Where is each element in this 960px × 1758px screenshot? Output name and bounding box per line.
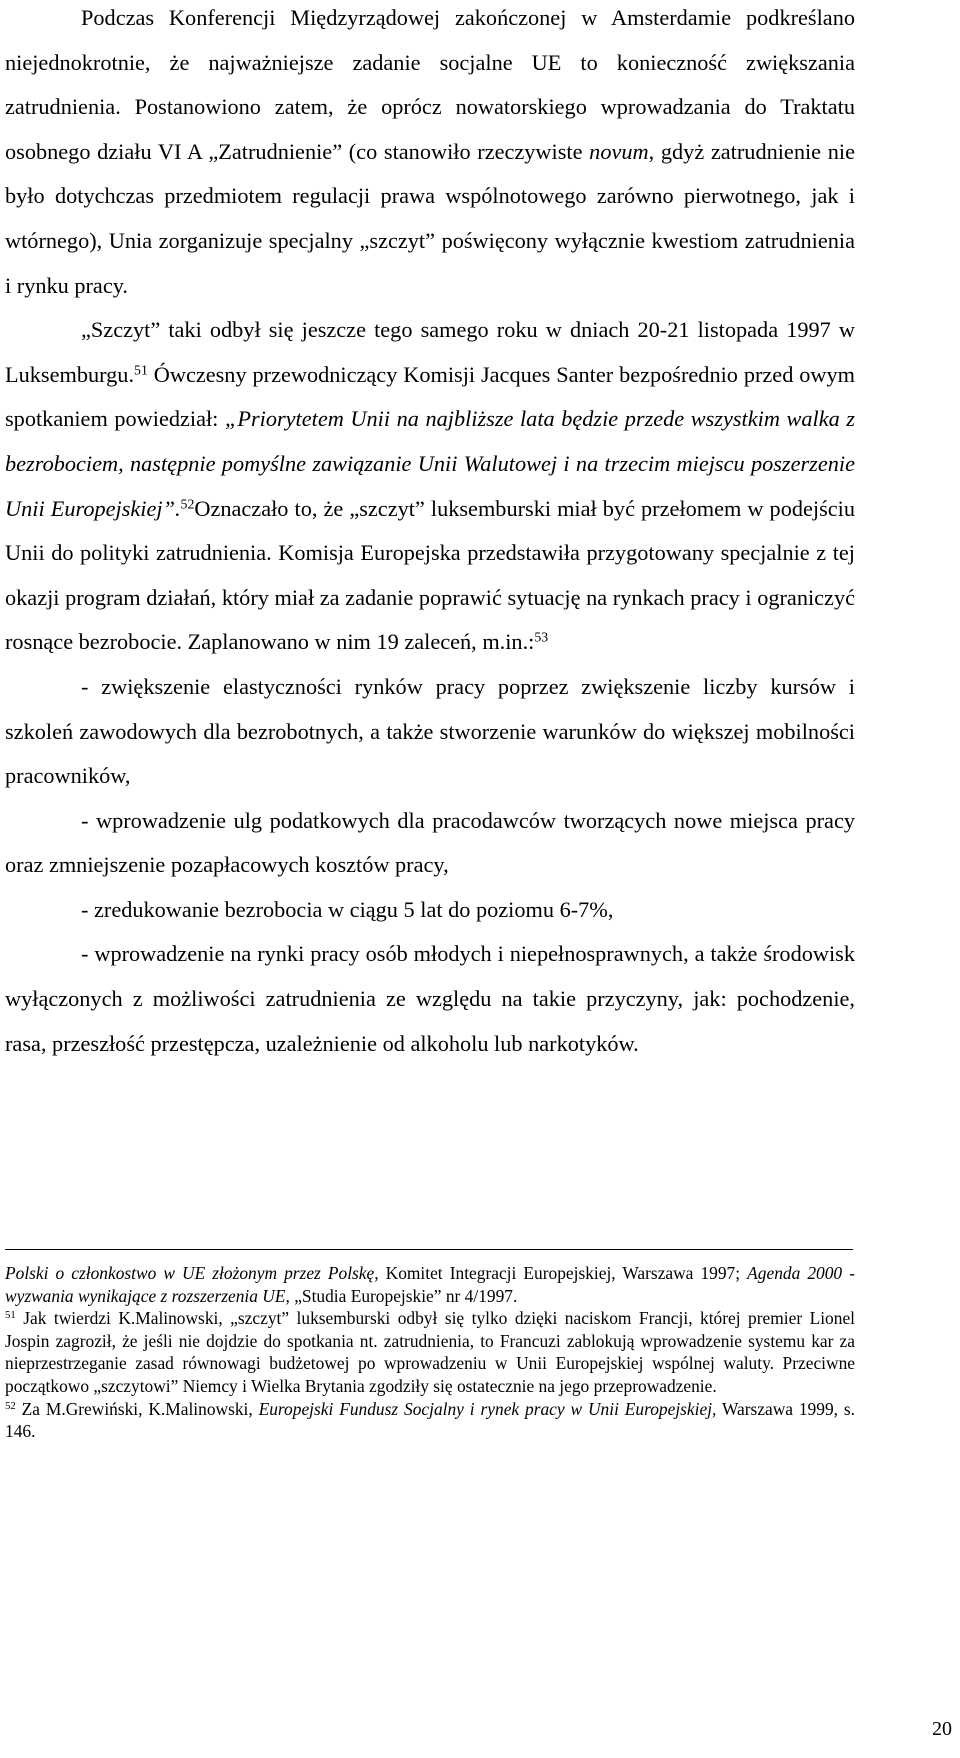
- footnote-ref-53[interactable]: 53: [534, 629, 549, 645]
- quote-italic: „Priorytetem Unii na najbliższe lata będzie przede wszystkim walka z bezrobociem, następnie pomyślne zawiązanie Unii Walutowej i na trzecim miejscu poszerzenie Unii Europejskiej”.: [5, 406, 855, 521]
- main-text: [5, 0, 855, 1066]
- italic-term: novum: [589, 138, 649, 164]
- footnote-51: $^{51}$ Jak twierdzi K.Malinowski, „szczyt” luksemburski odbył się tylko dzięki naciskom Francji, której premier Lionel Jospin zagroził, że jeśli nie dojdzie do spotkania nt. zatrudnienia, to Francuzi zablokują wprowadzenie systemu kar za nieprzestrzeganie zasad równowagi budżetowej po wprowadzeniu w Unii Europejskiej wspólnej waluty. Przeciwne początkowo „szczytowi” Niemcy i Wielka Brytania zgodziły się ostatecznie na jego przeprowadzenie.: [5, 1308, 855, 1396]
- paragraph: Podczas Konferencji Międzyrządowej zakończonej w Amsterdamie podkreślano niejednokrotnie, że najważniejsze zadanie socjalne UE to konieczność zwiększania zatrudnienia. Postanowiono zatem, że oprócz nowatorskiego wprowadzania do Traktatu osobnego działu VI A „Zatrudnienie” (co stanowiło rzeczywiste novum, gdyż zatrudnienie nie było dotychczas przedmiotem regulacji prawa wspólnotowego zarówno pierwotnego, jak i wtórnego), Unia zorganizuje specjalny „szczyt” poświęcony wyłącznie kwestiom zatrudnienia i rynku pracy.: [5, 5, 855, 298]
- footnote-continued: Polski o członkostwo w UE złożonym przez Polskę, Komitet Integracji Europejskiej, Warszawa 1997; Agenda 2000 - wyzwania wynikające z rozszerzenia UE, „Studia Europejskie” nr 4/1997.: [5, 1263, 855, 1306]
- footnote-ref-52[interactable]: 52: [180, 495, 195, 511]
- paragraph: „Szczyt” taki odbył się jeszcze tego samego roku w dniach 20-21 listopada 1997 w Luksemburgu.$^{51}$ Ówczesny przewodniczący Komisji Jacques Santer bezpośrednio przed owym spotkaniem powiedział: „Priorytetem Unii na najbliższe lata będzie przede wszystkim walka z bezrobociem, następnie pomyślne zawiązanie Unii Walutowej i na trzecim miejscu poszerzenie Unii Europejskiej”.$^{52}$Oznaczało to, że „szczyt” luksemburski miał być przełomem w podejściu Unii do polityki zatrudnienia. Komisja Europejska przedstawiła przygotowany specjalnie z tej okazji program działań, który miał za zadanie poprawić sytuację na rynkach pracy i ograniczyć rosnące bezrobocie. Zaplanowano w nim 19 zaleceń, m.in.:$^{53}$: [5, 317, 855, 655]
- list-item: - zwiększenie elastyczności rynków pracy poprzez zwiększenie liczby kursów i szkoleń zawodowych dla bezrobotnych, a także stworzenie warunków do większej mobilności pracowników,: [5, 673, 855, 789]
- footnote-52: $^{52}$ Za M.Grewiński, K.Malinowski, Europejski Fundusz Socjalny i rynek pracy w Unii Europejskiej, Warszawa 1999, s. 146.: [5, 1398, 855, 1442]
- footnote-ref-51[interactable]: 51: [134, 362, 148, 378]
- footnote-separator: [5, 1249, 853, 1250]
- footnotes: [5, 1262, 855, 1443]
- list-item: - wprowadzenie ulg podatkowych dla pracodawców tworzących nowe miejsca pracy oraz zmniejszenie pozapłacowych kosztów pracy,: [5, 807, 855, 878]
- page-number: 20: [932, 1718, 952, 1740]
- footnote-number: 52: [5, 1399, 16, 1412]
- footnote-number: 51: [5, 1309, 16, 1322]
- list-item: - zredukowanie bezrobocia w ciągu 5 lat do poziomu 6-7%,: [81, 896, 614, 922]
- list-item: - wprowadzenie na rynki pracy osób młodych i niepełnosprawnych, a także środowisk wyłączonych z możliwości zatrudnienia ze względu na takie przyczyny, jak: pochodzenie, rasa, przeszłość przestępcza, uzależnienie od alkoholu lub narkotyków.: [5, 941, 855, 1056]
